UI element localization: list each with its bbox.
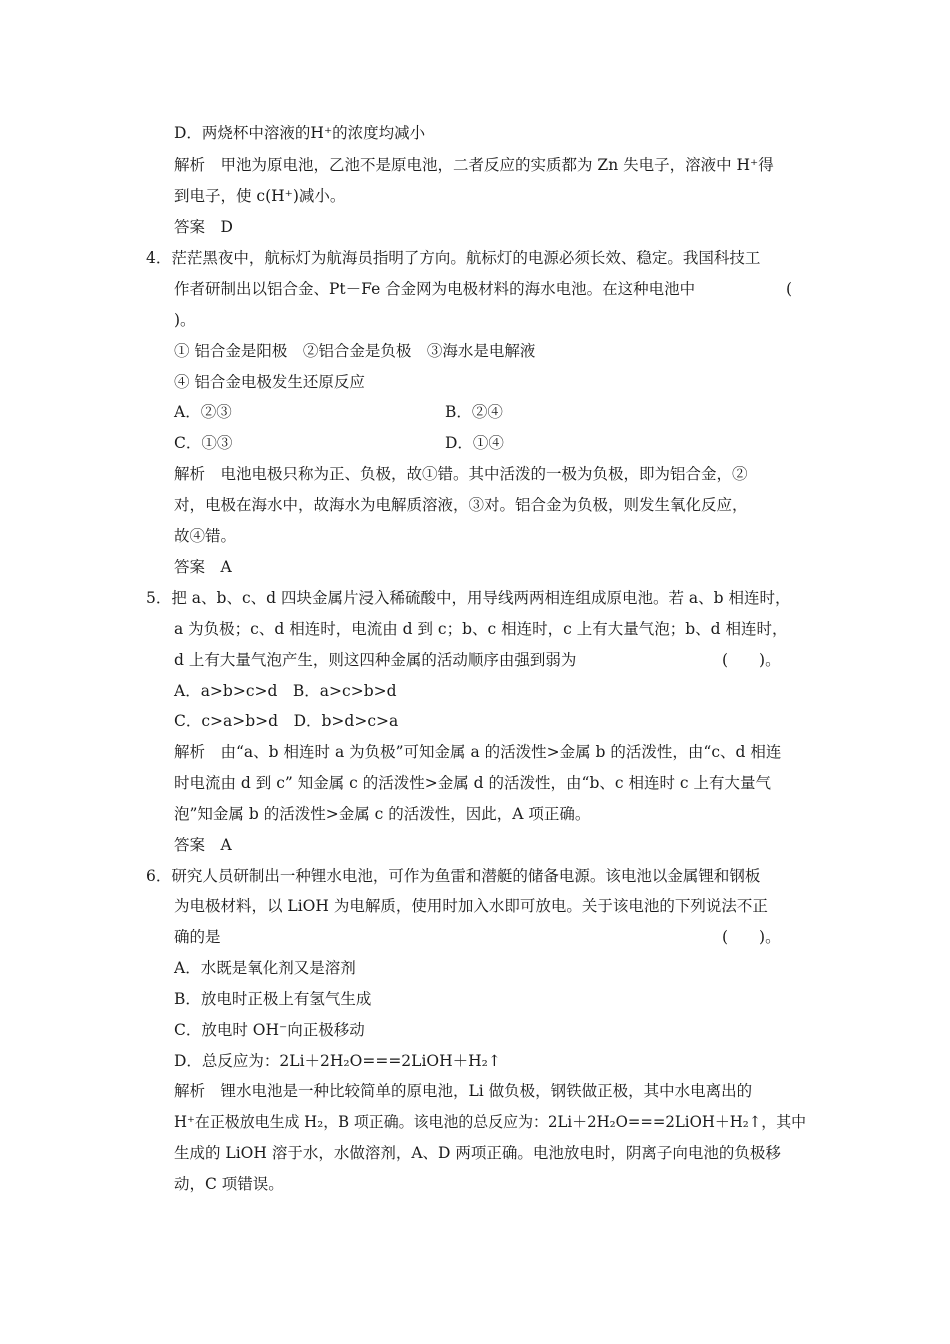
q5-stem-line-2: a 为负极；c、d 相连时，电流由 d 到 c；b、c 相连时，c 上有大量气泡；b、d 相连时，	[174, 620, 788, 638]
q4-option-d: D．①④	[445, 434, 504, 452]
q4-analysis-line-1: 解析 电池电极只称为正、负极，故①错。其中活泼的一极为负极，即为铝合金，②	[174, 465, 748, 483]
q4-stem-line-1: 4．茫茫黑夜中，航标灯为航海员指明了方向。航标灯的电源必须长效、稳定。我国科技工	[146, 249, 761, 267]
q5-options-line-2: C．c>a>b>d D．b>d>c>a	[174, 712, 399, 730]
q5-analysis-line-3: 泡”知金属 b 的活泼性>金属 c 的活泼性，因此，A 项正确。	[174, 805, 591, 823]
q4-statement-2: ④ 铝合金电极发生还原反应	[174, 373, 365, 391]
q5-analysis-line-2: 时电流由 d 到 c” 知金属 c 的活泼性>金属 d 的活泼性，由“b、c 相连时 c 上有大量气	[174, 774, 772, 792]
q6-option-b: B．放电时正极上有氢气生成	[174, 990, 372, 1008]
q6-analysis-line-1: 解析 锂水电池是一种比较简单的原电池，Li 做负极，钢铁做正极，其中水电离出的	[174, 1082, 753, 1100]
q4-paren-open: (	[786, 280, 793, 298]
q6-stem-line-3: 确的是	[174, 928, 221, 946]
q5-analysis-line-1: 解析 由“a、b 相连时 a 为负极”可知金属 a 的活泼性>金属 b 的活泼性，由“c、d 相连	[174, 743, 782, 761]
q5-stem-line-3: d 上有大量气泡产生，则这四种金属的活动顺序由强到弱为	[174, 651, 577, 669]
q6-analysis-line-3: 生成的 LiOH 溶于水，水做溶剂，A、D 两项正确。电池放电时，阴离子向电池的负极移	[174, 1144, 781, 1162]
q5-answer-paren: ( )。	[722, 651, 781, 669]
q4-analysis-line-2: 对，电极在海水中，故海水为电解质溶液，③对。铝合金为负极，则发生氧化反应，	[174, 496, 748, 514]
q6-option-a: A．水既是氧化剂又是溶剂	[174, 959, 356, 977]
q3-analysis-line-1: 解析 甲池为原电池，乙池不是原电池，二者反应的实质都为 Zn 失电子，溶液中 H⁺得	[174, 156, 774, 174]
q4-option-a: A．②③	[174, 403, 232, 421]
q4-stem-line-3: )。	[174, 311, 196, 329]
q4-statement-1: ① 铝合金是阳极 ②铝合金是负极 ③海水是电解液	[174, 342, 536, 360]
q3-analysis-line-2: 到电子，使 c(H⁺)减小。	[174, 187, 346, 205]
q6-analysis-line-4: 动，C 项错误。	[174, 1175, 284, 1193]
q6-option-d: D．总反应为：2Li＋2H₂O===2LiOH＋H₂↑	[174, 1052, 501, 1070]
q3-answer: 答案 D	[174, 218, 233, 236]
q4-stem-line-2: 作者研制出以铝合金、Pt－Fe 合金网为电极材料的海水电池。在这种电池中	[174, 280, 696, 298]
q5-options-line-1: A．a>b>c>d B．a>c>b>d	[174, 682, 397, 700]
q4-option-b: B．②④	[445, 403, 503, 421]
q6-option-c: C．放电时 OH⁻向正极移动	[174, 1021, 365, 1039]
q5-answer: 答案 A	[174, 836, 232, 854]
q6-analysis-line-2: H⁺在正极放电生成 H₂，B 项正确。该电池的总反应为：2Li＋2H₂O===2LiOH＋H₂↑，其中	[174, 1113, 807, 1131]
q6-stem-line-2: 为电极材料，以 LiOH 为电解质，使用时加入水即可放电。关于该电池的下列说法不正	[174, 897, 768, 915]
q6-answer-paren: ( )。	[722, 928, 781, 946]
q6-stem-line-1: 6．研究人员研制出一种锂水电池，可作为鱼雷和潜艇的储备电源。该电池以金属锂和钢板	[146, 867, 761, 885]
q4-option-c: C．①③	[174, 434, 233, 452]
q4-answer: 答案 A	[174, 558, 232, 576]
q4-analysis-line-3: 故④错。	[174, 527, 237, 545]
q5-stem-line-1: 5．把 a、b、c、d 四块金属片浸入稀硫酸中，用导线两两相连组成原电池。若 a、b 相连时，	[146, 589, 791, 607]
q3-option-d: D．两烧杯中溶液的H⁺的浓度均减小	[174, 124, 426, 142]
